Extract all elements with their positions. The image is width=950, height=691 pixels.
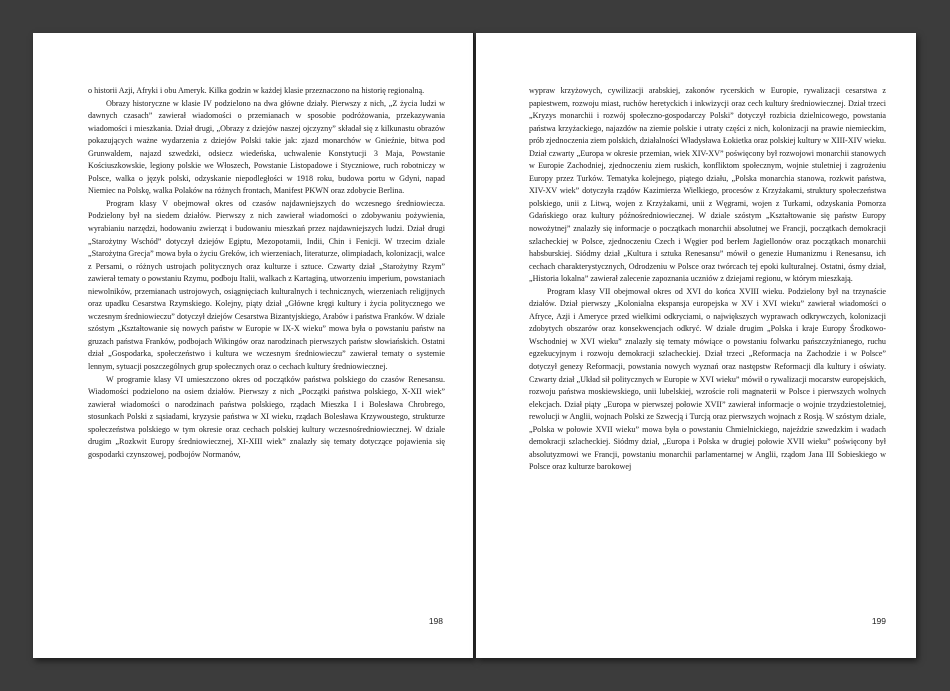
paragraph: wypraw krzyżowych, cywilizacji arabskiej, zakonów rycerskich w Europie, rywalizacji cesarstwa z papiestwem, rozwoju miast, ruchów heretyckich i inkwizycji oraz cech kultury średniowiecznej. Dział trzeci „Kryzys monarchii i rozwój społeczno-gospodarczy Polski” dotyczył rozbicia dzielnicowego, powstania państwa krzyżackiego, najazdów na ziemie polskie i utraty części z nich, kolonizacji na prawie niemieckim, prób zjednoczenia ziem polskich, działalności Władysława Łokietka oraz polskiej kultury w XIII-XIV wieku. Dział czwarty „Europa w okresie przemian, wiek XIV-XV” poświęcony był rozwojowi monarchii stanowych w Europie Zachodniej, zjednoczeniu ziem ruskich, konfliktom społecznym, wojnie stuletniej i zagrożeniu Europy przez Turków. Tematyka kolejnego, piątego działu, „Polska monarchia stanowa, rozkwit państwa, XIV-XV wiek” dotyczyła rządów Kazimierza Wielkiego, procesów z Krzyżakami, struktury społeczeństwa polskiego, unii z Litwą, wojen z Krzyżakami, unii z Węgrami, wojen z Turkami, odzyskania Pomorza Gdańskiego oraz kultury późnośredniowiecznej. W dziale szóstym „Kształtowanie się państw Europy nowożytnej” znalazły się informacje o początkach monarchii absolutnej we Francji, początkach demokracji szlacheckiej w Polsce, zjednoczeniu Czech i Węgier pod berłem Jagiellonów oraz początkach monarchii habsburskiej. Siódmy dział „Kultura i sztuka Renesansu” mówił o genezie Humanizmu i Renesansu, ich cechach charakterystycznych, Odrodzeniu w Polsce oraz twórcach tej epoki kulturalnej. Ostatni, ósmy dział, „Historia lokalna” zawierał zalecenie zapoznania uczniów z dziejami regionu, w którym mieszkają. (529, 86, 886, 284)
left-page (33, 33, 474, 658)
paragraph: W programie klasy VI umieszczono okres od początków państwa polskiego do czasów Renesansu. Wiadomości podzielono na osiem działów. Pierwszy z nich „Początki państwa polskiego, X-XII wiek” zawierał wiadomości o narodzinach państwa polskiego, rządach Mieszka I i Bolesława Chrobrego, stosunkach Polski z sąsiadami, kryzysie państwa w XI wieku, rządach Bolesława Krzywoustego, strukturze społeczeństwa polskiego w tym okresie oraz cechach polskiej kultury wczesnośredniowiecznej. W dziale drugim „Rozkwit Europy średniowiecznej, XI-XIII wiek” znalazły się tematy dotyczące pojawienia się gospodarki czynszowej, podbojów Normanów, (88, 374, 445, 459)
left-page-text (88, 85, 445, 461)
paragraph: Program klasy V obejmował okres od czasów najdawniejszych do wczesnego średniowiecza. Podzielony był na siedem działów. Pierwszy z nich zawierał wiadomości o zdobywaniu pożywienia, wyrabianiu narzędzi, hodowaniu zwierząt i budowaniu mieszkań przez najdawniejszych ludzi. Dział drugi „Starożytny Wschód” dotyczył dziejów Egiptu, Mezopotamii, Indii, Chin i Fenicji. W trzecim dziale „Starożytna Grecja” mowa była o życiu Greków, ich wierzeniach, literaturze, olimpiadach, kolonizacji, walce z Persami, o różnych ustrojach politycznych oraz kulturze i sztuce. Czwarty dział „Starożytny Rzym” zawierał tematy o powstaniu Rzymu, podboju Italii, walkach z Kartaginą, utworzeniu imperium, powstaniach niewolników, przemianach ustrojowych, osiągnięciach kulturalnych i technicznych, wierzeniach religijnych oraz upadku Cesarstwa Rzymskiego. Kolejny, piąty dział „Główne kręgi kultury i życia politycznego we wczesnym średniowieczu” dotyczył dziejów Cesarstwa Bizantyjskiego, Arabów i państwa Franków. W dziale szóstym „Kształtowanie się nowych państw w Europie w IX-X wieku” mowa była o powstaniu państw na gruzach państwa Franków, podbojach Wikingów oraz narodzinach pierwszych państw słowiańskich. Ostatni dział „Gospodarka, społeczeństwo i kultura we wczesnym średniowieczu” zawierał tematy o systemie lennym, sytuacji poszczególnych grup społecznych oraz o cechach kultury średniowiecznej. (88, 198, 445, 372)
right-page (476, 33, 916, 658)
right-page-text (529, 85, 886, 474)
paragraph: o historii Azji, Afryki i obu Ameryk. Kilka godzin w każdej klasie przeznaczono na historię regionalną. (88, 86, 425, 95)
paragraph: Obrazy historyczne w klasie IV podzielono na dwa główne działy. Pierwszy z nich, „Z życia ludzi w dawnych czasach” zawierał wiadomości o przemianach w sposobie podróżowania, przekazywania wiadomości i mieszkania. Dział drugi, „Obrazy z dziejów naszej ojczyzny” składał się z kilkunastu obrazów pokazujących ważne wydarzenia z dziejów Polski takie jak: zjazd monarchów w Gnieźnie, bitwa pod Grunwaldem, najazd szwedzki, odsiecz wiedeńska, uchwalenie Konstytucji 3 Maja, Powstanie Kościuszkowskie, legiony polskie we Włoszech, Powstanie Listopadowe i Styczniowe, ruch robotniczy w Polsce, walka o język polski, odzyskanie niepodległości w 1918 roku, budowa portu w Gdyni, napad Niemiec na Polskę, walka Polaków na różnych frontach, Manifest PKWN oraz zdobycie Berlina. (88, 98, 445, 196)
paragraph: Program klasy VII obejmował okres od XVI do końca XVIII wieku. Podzielony był na trzynaście działów. Dział pierwszy „Kolonialna ekspansja europejska w XV i XVI wieku” zawierał wiadomości o Afryce, Azji i Ameryce przed wielkimi odkryciami, o największych wyprawach odkrywczych, kolonizacji zdobytych obszarów oraz konsekwencjach odkryć. W dziale drugim „Polska i kraje Europy Środkowo-Wschodniej w XVI wieku” znalazły się tematy mówiące o powstaniu folwarku pańszczyźnianego, ruchu egzekucyjnym i rozwoju demokracji szlacheckiej. Dział trzeci „Reformacja na Zachodzie i w Polsce” dotyczył genezy Reformacji, powstania nowych wyznań oraz następstw Reformacji dla kultury i oświaty. Czwarty dział „Układ sił politycznych w Europie w XVI wieku” mówił o rywalizacji mocarstw europejskich, rozwoju państwa moskiewskiego, unii lubelskiej, wzroście roli magnaterii w Polsce i pierwszych wolnych elekcjach. Dział piąty „Europa w pierwszej połowie XVII” zawierał informacje o wojnie trzydziestoletniej, rewolucji w Anglii, wojnach Polski ze Szwecją i Turcją oraz pierwszych wojnach z Rosją. W szóstym dziale, „Polska w połowie XVII wieku” mowa była o powstaniu Chmielnickiego, najeździe szwedzkim i wadach demokracji szlacheckiej. Siódmy dział, „Europa i Polska w drugiej połowie XVII wieku” poświęcony był absolutyzmowi we Francji, powstaniu monarchii parlamentarnej w Anglii, rządom Jana III Sobieskiego w Polsce oraz kulturze barokowej (529, 286, 886, 472)
page-number: 199 (871, 616, 886, 626)
page-number: 198 (428, 616, 443, 626)
